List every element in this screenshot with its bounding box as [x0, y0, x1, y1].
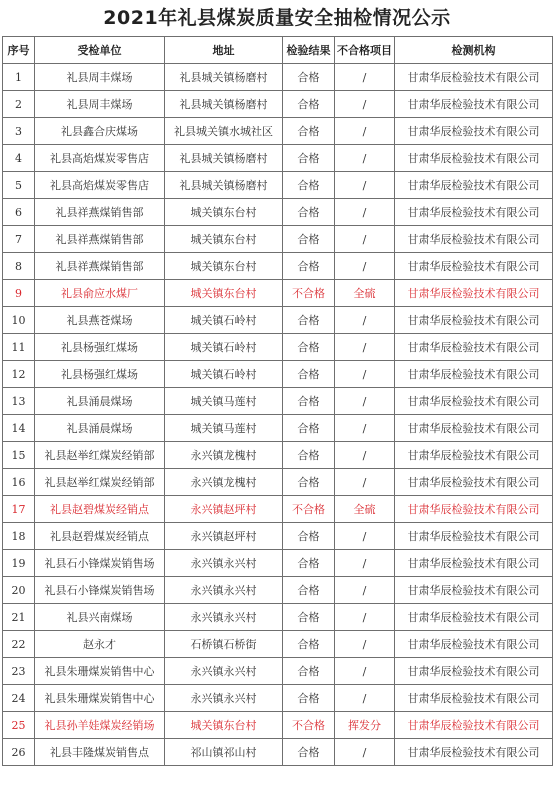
cell-index: 11 — [3, 334, 35, 361]
cell-address: 城关镇马莲村 — [165, 415, 283, 442]
table-row — [3, 145, 553, 172]
cell-unit: 礼县涌晨煤场 — [35, 388, 165, 415]
cell-failed-item: / — [335, 145, 395, 172]
table-row — [3, 577, 553, 604]
cell-address: 城关镇石岭村 — [165, 361, 283, 388]
cell-index: 3 — [3, 118, 35, 145]
cell-failed-item: / — [335, 172, 395, 199]
cell-index: 14 — [3, 415, 35, 442]
cell-unit: 礼县朱珊煤炭销售中心 — [35, 658, 165, 685]
cell-failed-item: 全硫 — [335, 496, 395, 523]
cell-agency: 甘肃华辰检验技术有限公司 — [395, 172, 553, 199]
header-address: 地址 — [165, 37, 283, 64]
cell-address: 城关镇石岭村 — [165, 334, 283, 361]
table-row — [3, 712, 553, 739]
table-row — [3, 658, 553, 685]
cell-unit: 礼县燕苍煤场 — [35, 307, 165, 334]
table-row — [3, 496, 553, 523]
table-row — [3, 388, 553, 415]
cell-unit: 礼县高焰煤炭零售店 — [35, 145, 165, 172]
cell-index: 26 — [3, 739, 35, 766]
cell-result: 合格 — [283, 658, 335, 685]
table-row — [3, 172, 553, 199]
cell-agency: 甘肃华辰检验技术有限公司 — [395, 307, 553, 334]
table-row — [3, 253, 553, 280]
cell-failed-item: / — [335, 604, 395, 631]
cell-address: 永兴镇永兴村 — [165, 685, 283, 712]
cell-index: 9 — [3, 280, 35, 307]
header-unit: 受检单位 — [35, 37, 165, 64]
table-row — [3, 685, 553, 712]
cell-unit: 礼县祥燕煤销售部 — [35, 253, 165, 280]
cell-unit: 礼县周丰煤场 — [35, 64, 165, 91]
cell-address: 石桥镇石桥街 — [165, 631, 283, 658]
cell-agency: 甘肃华辰检验技术有限公司 — [395, 388, 553, 415]
cell-index: 21 — [3, 604, 35, 631]
cell-unit: 礼县涌晨煤场 — [35, 415, 165, 442]
cell-agency: 甘肃华辰检验技术有限公司 — [395, 523, 553, 550]
cell-agency: 甘肃华辰检验技术有限公司 — [395, 64, 553, 91]
cell-failed-item: / — [335, 253, 395, 280]
table-row — [3, 415, 553, 442]
cell-address: 礼县城关镇杨磨村 — [165, 91, 283, 118]
cell-unit: 礼县高焰煤炭零售店 — [35, 172, 165, 199]
cell-agency: 甘肃华辰检验技术有限公司 — [395, 415, 553, 442]
cell-address: 永兴镇永兴村 — [165, 658, 283, 685]
cell-index: 19 — [3, 550, 35, 577]
table-row — [3, 442, 553, 469]
cell-result: 不合格 — [283, 280, 335, 307]
cell-result: 合格 — [283, 172, 335, 199]
cell-address: 永兴镇永兴村 — [165, 604, 283, 631]
cell-result: 合格 — [283, 226, 335, 253]
cell-result: 合格 — [283, 253, 335, 280]
cell-result: 合格 — [283, 307, 335, 334]
table-header-row — [3, 37, 553, 64]
cell-result: 合格 — [283, 631, 335, 658]
cell-index: 22 — [3, 631, 35, 658]
cell-address: 城关镇马莲村 — [165, 388, 283, 415]
cell-address: 祁山镇祁山村 — [165, 739, 283, 766]
table-row — [3, 631, 553, 658]
cell-index: 7 — [3, 226, 35, 253]
cell-result: 合格 — [283, 118, 335, 145]
cell-agency: 甘肃华辰检验技术有限公司 — [395, 118, 553, 145]
cell-failed-item: 全硫 — [335, 280, 395, 307]
cell-result: 不合格 — [283, 712, 335, 739]
cell-address: 城关镇东台村 — [165, 199, 283, 226]
table-row — [3, 523, 553, 550]
cell-agency: 甘肃华辰检验技术有限公司 — [395, 253, 553, 280]
cell-result: 合格 — [283, 388, 335, 415]
cell-agency: 甘肃华辰检验技术有限公司 — [395, 631, 553, 658]
cell-failed-item: / — [335, 442, 395, 469]
cell-unit: 礼县俞应水煤厂 — [35, 280, 165, 307]
cell-unit: 礼县赵碧煤炭经销点 — [35, 496, 165, 523]
cell-unit: 礼县石小锋煤炭销售场 — [35, 577, 165, 604]
cell-failed-item: / — [335, 388, 395, 415]
cell-unit: 礼县赵碧煤炭经销点 — [35, 523, 165, 550]
cell-index: 15 — [3, 442, 35, 469]
cell-agency: 甘肃华辰检验技术有限公司 — [395, 577, 553, 604]
header-agency: 检测机构 — [395, 37, 553, 64]
cell-address: 永兴镇龙槐村 — [165, 442, 283, 469]
cell-failed-item: / — [335, 64, 395, 91]
cell-unit: 礼县赵举红煤炭经销部 — [35, 442, 165, 469]
cell-unit: 礼县鑫合庆煤场 — [35, 118, 165, 145]
cell-result: 合格 — [283, 199, 335, 226]
cell-agency: 甘肃华辰检验技术有限公司 — [395, 334, 553, 361]
cell-failed-item: / — [335, 685, 395, 712]
cell-address: 永兴镇永兴村 — [165, 577, 283, 604]
cell-address: 城关镇石岭村 — [165, 307, 283, 334]
cell-address: 礼县城关镇杨磨村 — [165, 145, 283, 172]
cell-result: 合格 — [283, 469, 335, 496]
cell-unit: 礼县朱珊煤炭销售中心 — [35, 685, 165, 712]
cell-index: 20 — [3, 577, 35, 604]
table-row — [3, 280, 553, 307]
cell-result: 合格 — [283, 442, 335, 469]
table-row — [3, 91, 553, 118]
cell-failed-item: / — [335, 361, 395, 388]
cell-result: 合格 — [283, 334, 335, 361]
header-index: 序号 — [3, 37, 35, 64]
cell-failed-item: / — [335, 199, 395, 226]
table-row — [3, 739, 553, 766]
cell-address: 城关镇东台村 — [165, 712, 283, 739]
cell-result: 合格 — [283, 64, 335, 91]
table-row — [3, 118, 553, 145]
cell-agency: 甘肃华辰检验技术有限公司 — [395, 280, 553, 307]
cell-result: 合格 — [283, 739, 335, 766]
cell-index: 23 — [3, 658, 35, 685]
cell-address: 礼县城关镇水城社区 — [165, 118, 283, 145]
cell-index: 17 — [3, 496, 35, 523]
cell-result: 合格 — [283, 550, 335, 577]
cell-address: 城关镇东台村 — [165, 253, 283, 280]
cell-address: 永兴镇赵坪村 — [165, 523, 283, 550]
cell-failed-item: 挥发分 — [335, 712, 395, 739]
table-row — [3, 550, 553, 577]
cell-agency: 甘肃华辰检验技术有限公司 — [395, 226, 553, 253]
cell-result: 合格 — [283, 577, 335, 604]
cell-address: 永兴镇赵坪村 — [165, 496, 283, 523]
cell-unit: 礼县祥燕煤销售部 — [35, 226, 165, 253]
cell-result: 合格 — [283, 604, 335, 631]
cell-unit: 礼县孙羊娃煤炭经销场 — [35, 712, 165, 739]
cell-failed-item: / — [335, 631, 395, 658]
cell-failed-item: / — [335, 307, 395, 334]
cell-failed-item: / — [335, 550, 395, 577]
inspection-table — [2, 36, 553, 766]
cell-failed-item: / — [335, 334, 395, 361]
cell-agency: 甘肃华辰检验技术有限公司 — [395, 658, 553, 685]
table-row — [3, 307, 553, 334]
cell-index: 4 — [3, 145, 35, 172]
cell-unit: 礼县石小锋煤炭销售场 — [35, 550, 165, 577]
cell-agency: 甘肃华辰检验技术有限公司 — [395, 145, 553, 172]
cell-agency: 甘肃华辰检验技术有限公司 — [395, 739, 553, 766]
cell-address: 礼县城关镇杨磨村 — [165, 172, 283, 199]
cell-failed-item: / — [335, 739, 395, 766]
cell-address: 永兴镇龙槐村 — [165, 469, 283, 496]
cell-agency: 甘肃华辰检验技术有限公司 — [395, 550, 553, 577]
cell-index: 6 — [3, 199, 35, 226]
cell-failed-item: / — [335, 226, 395, 253]
cell-failed-item: / — [335, 118, 395, 145]
cell-unit: 礼县周丰煤场 — [35, 91, 165, 118]
cell-index: 18 — [3, 523, 35, 550]
document-title: 2021年礼县煤炭质量安全抽检情况公示 — [103, 7, 451, 29]
cell-failed-item: / — [335, 469, 395, 496]
cell-failed-item: / — [335, 415, 395, 442]
cell-agency: 甘肃华辰检验技术有限公司 — [395, 442, 553, 469]
cell-unit: 礼县祥燕煤销售部 — [35, 199, 165, 226]
cell-agency: 甘肃华辰检验技术有限公司 — [395, 199, 553, 226]
header-result: 检验结果 — [283, 37, 335, 64]
cell-unit: 礼县杨强红煤场 — [35, 361, 165, 388]
table-row — [3, 469, 553, 496]
table-row — [3, 334, 553, 361]
cell-index: 25 — [3, 712, 35, 739]
cell-index: 1 — [3, 64, 35, 91]
table-row — [3, 226, 553, 253]
cell-failed-item: / — [335, 523, 395, 550]
table-row — [3, 604, 553, 631]
cell-failed-item: / — [335, 658, 395, 685]
cell-address: 永兴镇永兴村 — [165, 550, 283, 577]
cell-index: 2 — [3, 91, 35, 118]
cell-failed-item: / — [335, 577, 395, 604]
cell-index: 5 — [3, 172, 35, 199]
cell-agency: 甘肃华辰检验技术有限公司 — [395, 496, 553, 523]
cell-result: 不合格 — [283, 496, 335, 523]
table-body — [3, 64, 553, 766]
cell-index: 8 — [3, 253, 35, 280]
cell-index: 24 — [3, 685, 35, 712]
cell-agency: 甘肃华辰检验技术有限公司 — [395, 91, 553, 118]
cell-result: 合格 — [283, 523, 335, 550]
cell-unit: 礼县兴南煤场 — [35, 604, 165, 631]
cell-result: 合格 — [283, 415, 335, 442]
cell-agency: 甘肃华辰检验技术有限公司 — [395, 604, 553, 631]
cell-index: 16 — [3, 469, 35, 496]
cell-agency: 甘肃华辰检验技术有限公司 — [395, 712, 553, 739]
table-row — [3, 64, 553, 91]
cell-result: 合格 — [283, 361, 335, 388]
cell-unit: 礼县赵举红煤炭经销部 — [35, 469, 165, 496]
table-row — [3, 199, 553, 226]
cell-result: 合格 — [283, 145, 335, 172]
cell-failed-item: / — [335, 91, 395, 118]
cell-agency: 甘肃华辰检验技术有限公司 — [395, 469, 553, 496]
cell-agency: 甘肃华辰检验技术有限公司 — [395, 361, 553, 388]
cell-address: 城关镇东台村 — [165, 280, 283, 307]
cell-unit: 赵永才 — [35, 631, 165, 658]
cell-index: 10 — [3, 307, 35, 334]
cell-result: 合格 — [283, 91, 335, 118]
cell-address: 礼县城关镇杨磨村 — [165, 64, 283, 91]
cell-address: 城关镇东台村 — [165, 226, 283, 253]
cell-index: 13 — [3, 388, 35, 415]
table-row — [3, 361, 553, 388]
cell-agency: 甘肃华辰检验技术有限公司 — [395, 685, 553, 712]
cell-index: 12 — [3, 361, 35, 388]
cell-result: 合格 — [283, 685, 335, 712]
header-failed-item: 不合格项目 — [335, 37, 395, 64]
cell-unit: 礼县杨强红煤场 — [35, 334, 165, 361]
cell-unit: 礼县丰隆煤炭销售点 — [35, 739, 165, 766]
